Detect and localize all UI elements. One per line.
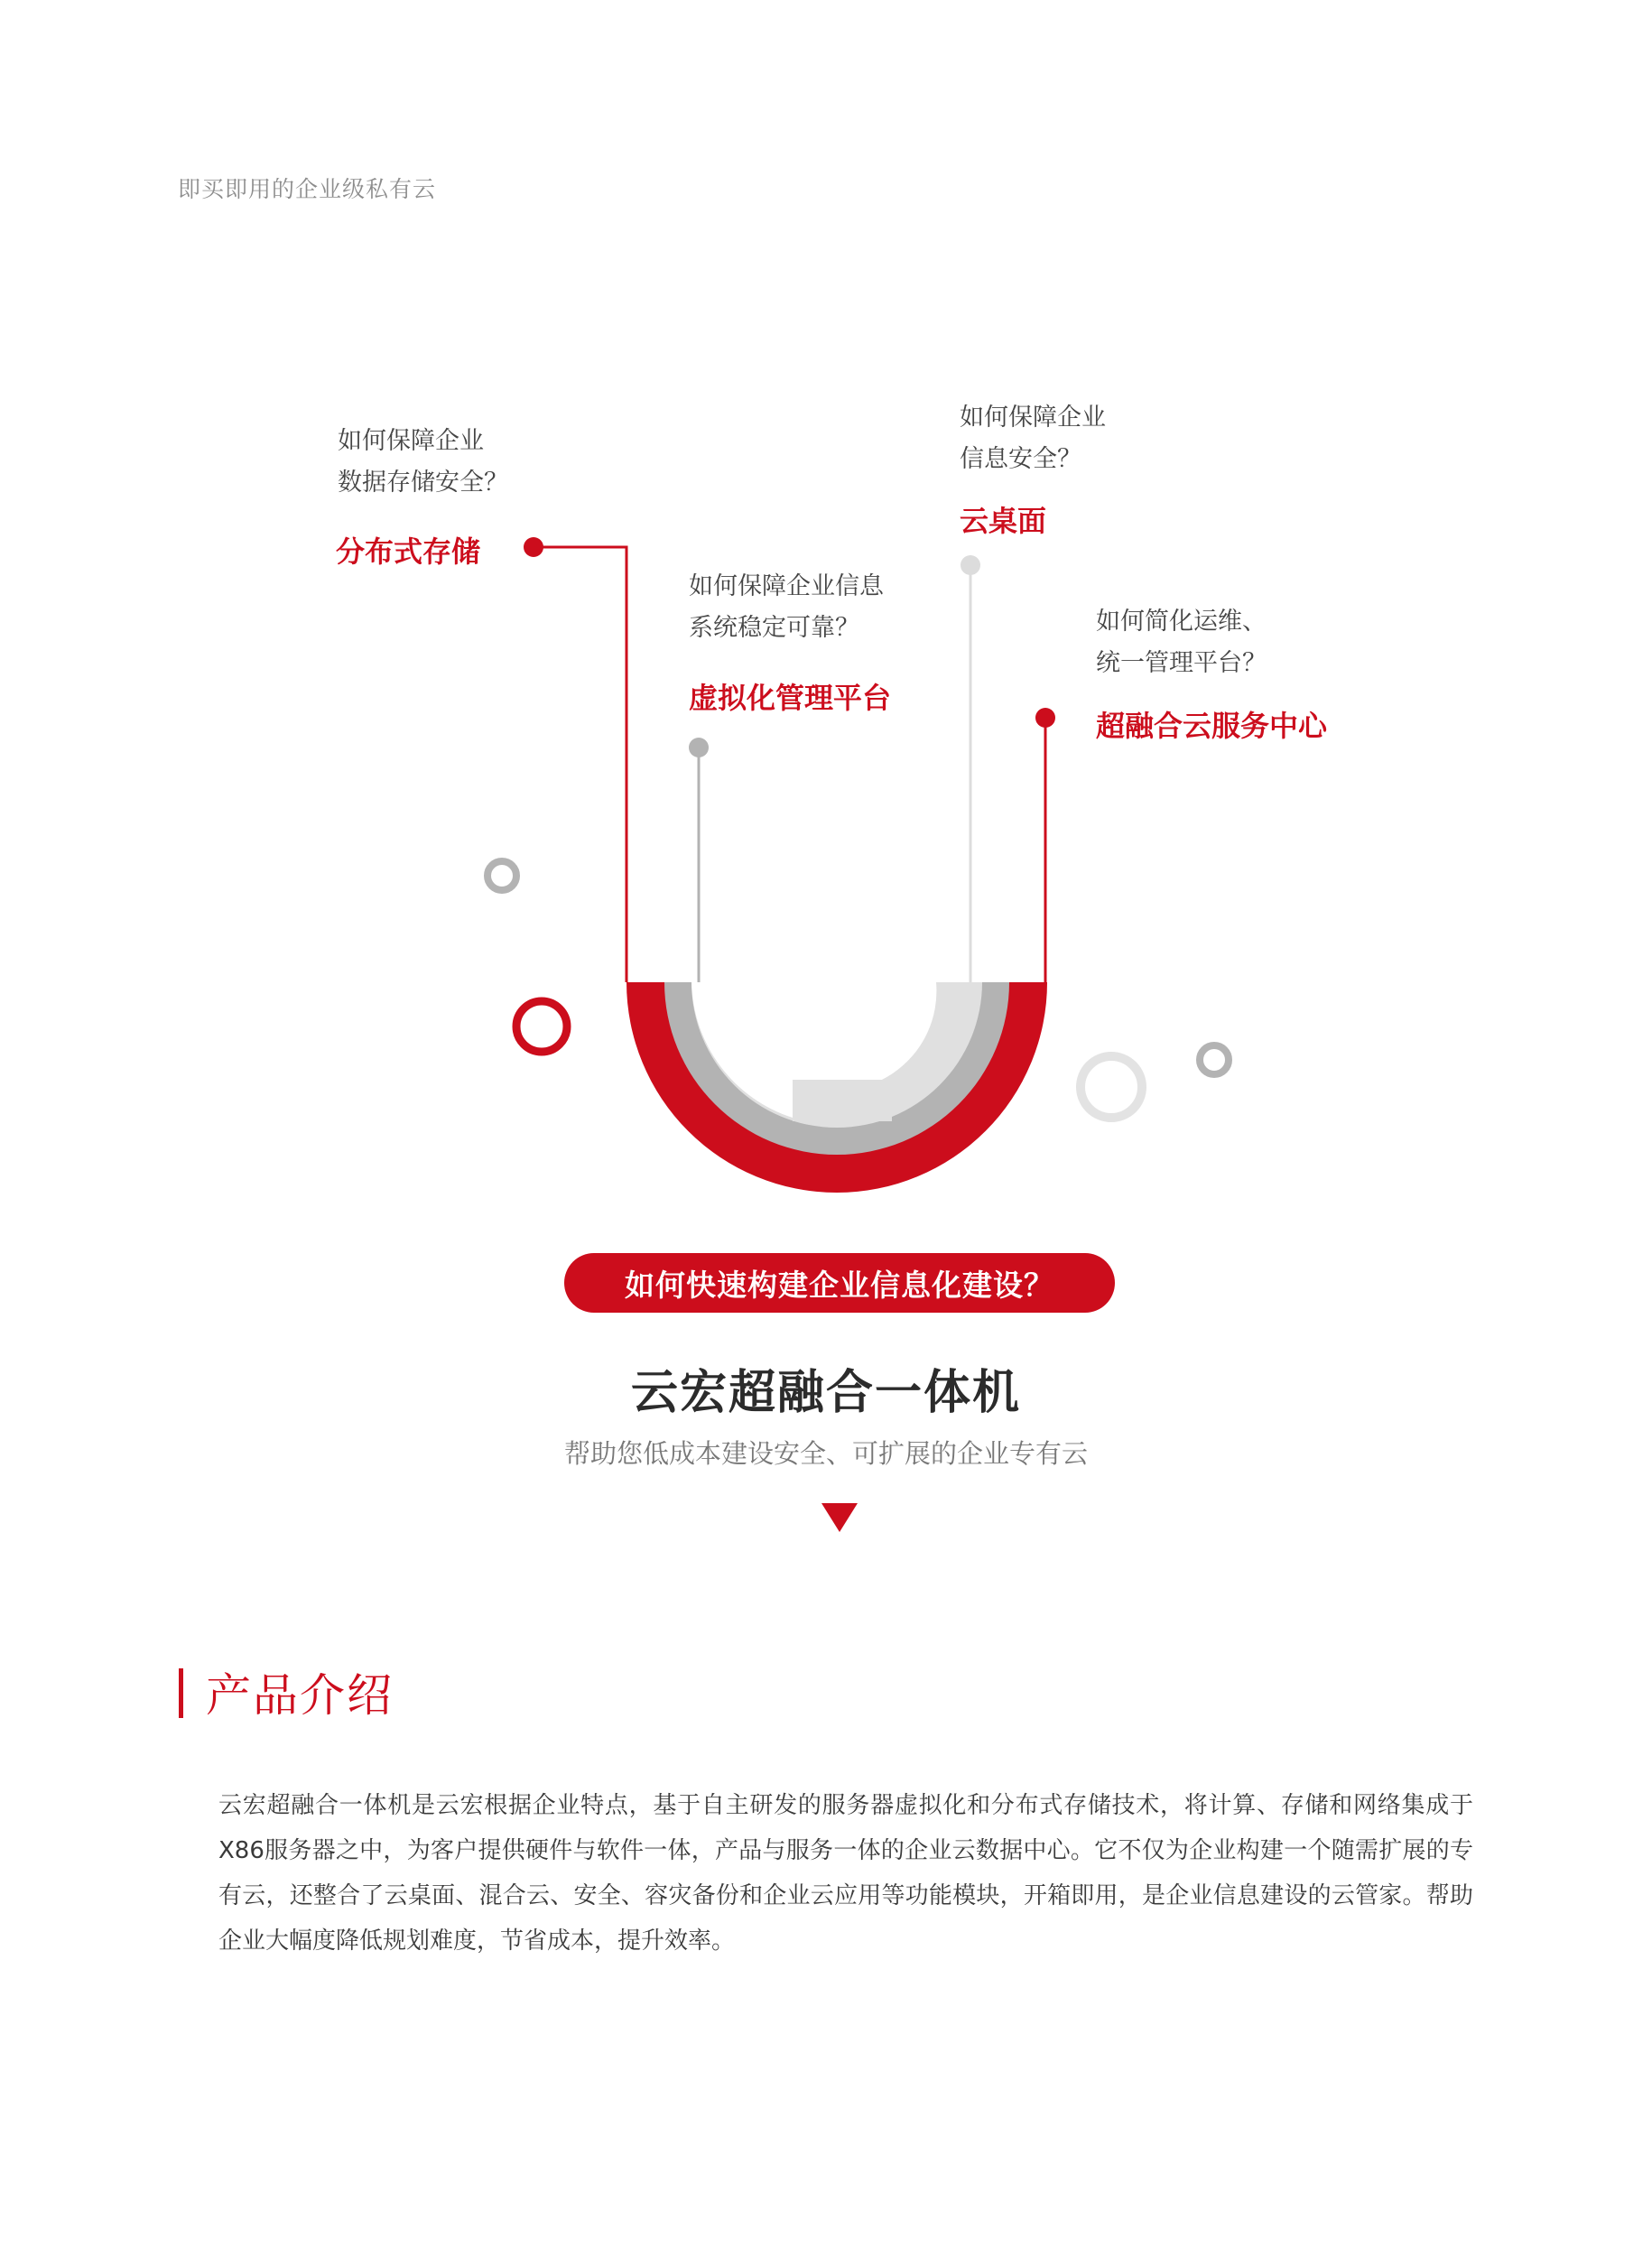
light-block xyxy=(793,1080,892,1121)
section-accent-bar xyxy=(179,1668,183,1718)
pillar-2-feature: 虚拟化管理平台 xyxy=(689,681,892,715)
product-subtitle: 帮助您低成本建设安全、可扩展的企业专有云 xyxy=(563,1438,1088,1469)
pillar-1-question xyxy=(338,421,508,504)
ring-light-right xyxy=(1081,1056,1142,1118)
pillar-1-line xyxy=(534,547,626,982)
question-pill: 如何快速构建企业信息化建设？ xyxy=(564,1253,1115,1313)
section-body: 云宏超融合一体机是云宏根据企业特点，基于自主研发的服务器虚拟化和分布式存储技术，将计算、存储和网络集成于X86服务器之中，为客户提供硬件与软件一体，产品与服务一体的企业云数据中心。它不仅为企业构建一个随需扩展的专有云，还整合了云桌面、混合云、安全、容灾备份和企业云应用等功能模块，开箱即用，是企业信息建设的云管家。帮助企业大幅度降低规划难度，节省成本，提升效率。 xyxy=(218,1792,1473,1955)
pillar-2-dot xyxy=(689,738,709,757)
pillar-4-dot xyxy=(1035,708,1055,728)
ring-gray-small-left xyxy=(487,861,516,890)
pillar-4-feature: 超融合云服务中心 xyxy=(1096,709,1328,743)
pillar-3-question xyxy=(960,397,1106,480)
ring-red-left xyxy=(516,1001,567,1052)
question-line: 统一管理平台？ xyxy=(1096,649,1267,677)
pillar-3-dot xyxy=(961,555,980,575)
question-line: 系统稳定可靠？ xyxy=(689,614,859,642)
question-line: 如何保障企业 xyxy=(338,427,484,455)
question-line: 如何保障企业信息 xyxy=(689,572,884,600)
pillar-1-feature: 分布式存储 xyxy=(336,534,481,569)
product-title: 云宏超融合一体机 xyxy=(630,1366,1021,1420)
down-triangle xyxy=(821,1503,858,1532)
question-line: 数据存储安全？ xyxy=(338,469,508,497)
page-header: 即买即用的企业级私有云 xyxy=(178,176,437,202)
pillar-4-question xyxy=(1096,601,1267,684)
pillar-3-feature: 云桌面 xyxy=(960,504,1047,538)
question-line: 如何简化运维、 xyxy=(1096,608,1267,636)
pillar-2-question xyxy=(689,566,884,649)
section-title: 产品介绍 xyxy=(206,1669,394,1722)
question-line: 如何保障企业 xyxy=(960,404,1106,432)
ring-gray-right xyxy=(1200,1045,1229,1074)
pillar-1-dot xyxy=(524,537,543,557)
question-line: 信息安全？ xyxy=(960,445,1081,473)
